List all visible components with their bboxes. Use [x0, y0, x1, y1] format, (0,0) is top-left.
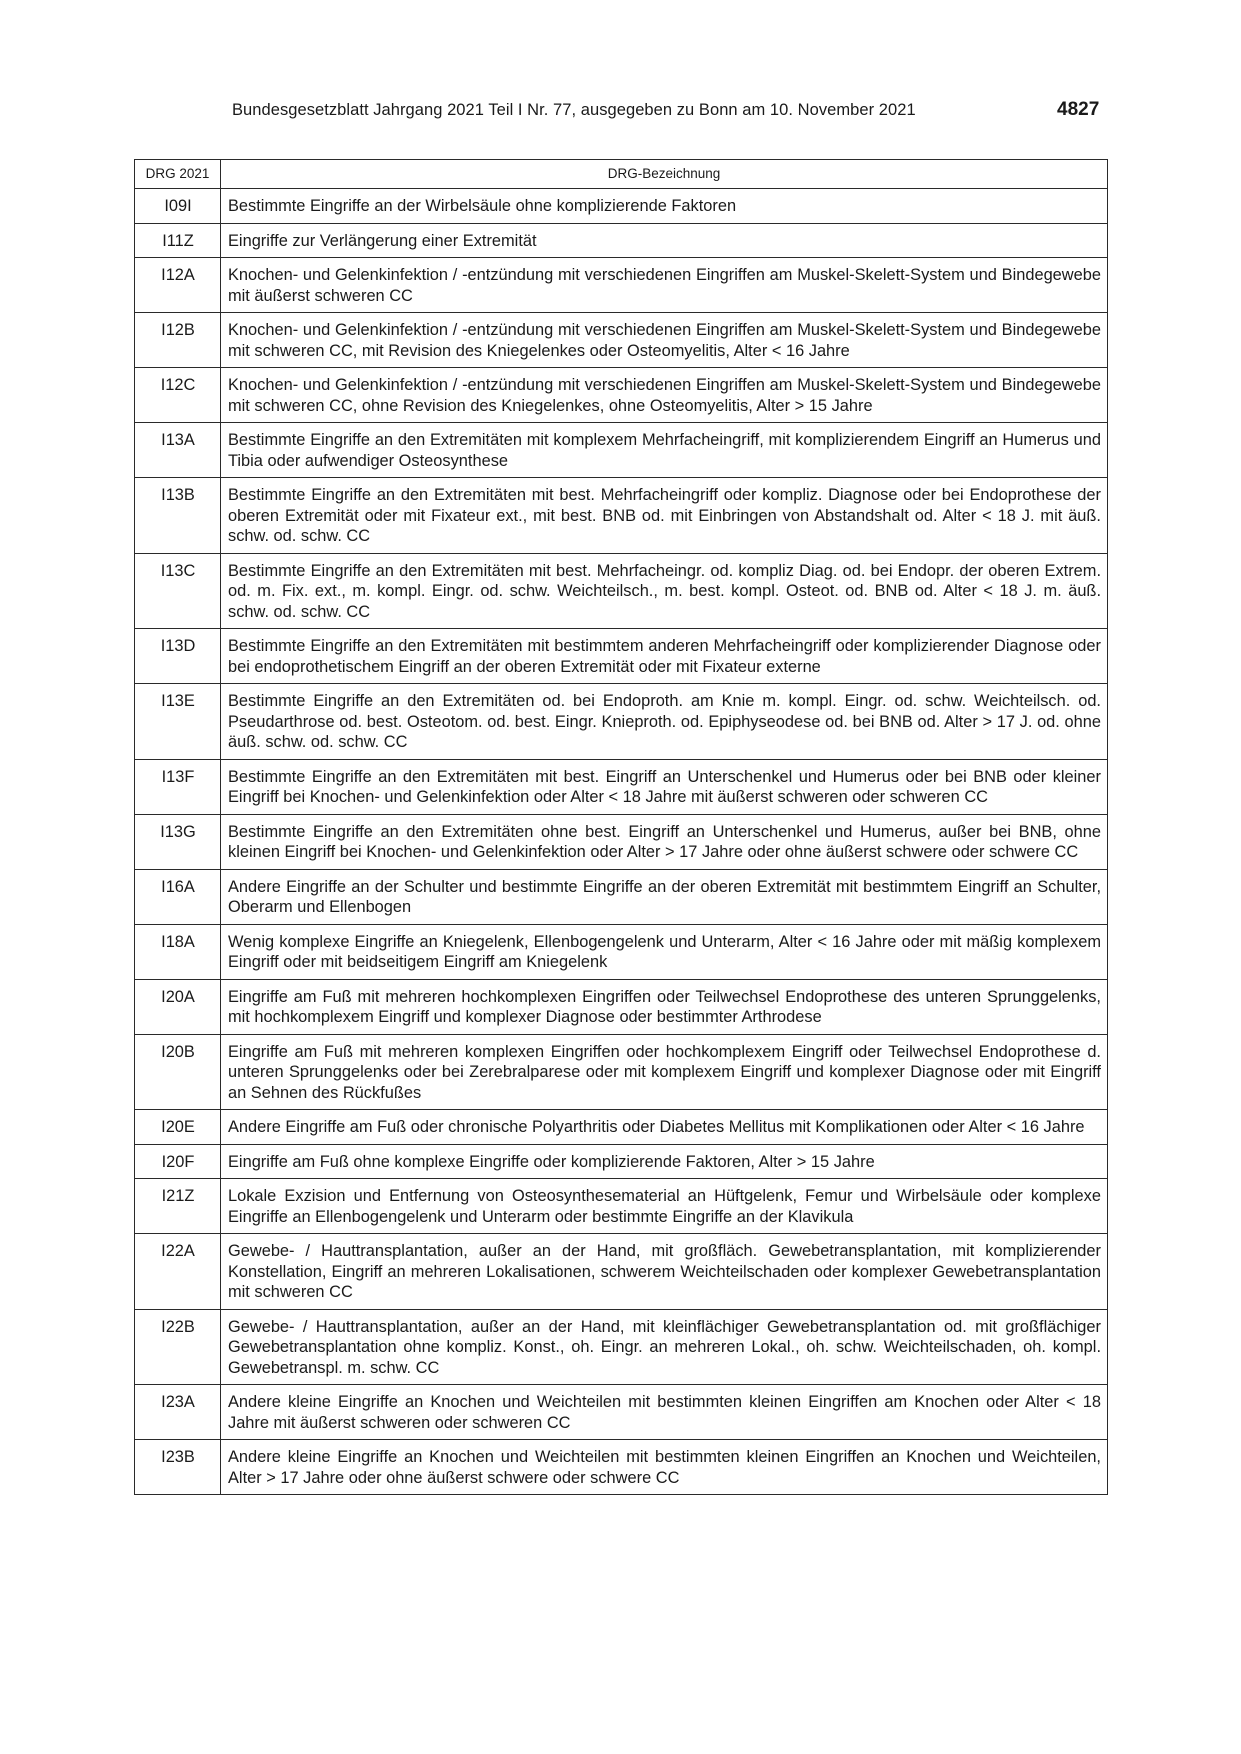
drg-code-cell: I22A: [135, 1234, 221, 1310]
table-row: [135, 924, 1108, 979]
table-row: [135, 814, 1108, 869]
drg-code-cell: I20A: [135, 979, 221, 1034]
drg-description-cell: Andere Eingriffe an der Schulter und bestimmte Eingriffe an der oberen Extremität mit bestimmtem Eingriff an Schulter, Oberarm und Ellenbogen: [221, 869, 1108, 924]
table-row: [135, 1179, 1108, 1234]
drg-description-cell: Bestimmte Eingriffe an den Extremitäten od. bei Endoproth. am Knie m. kompl. Eingr. od. schw. Weichteilsch. od. Pseudarthrose od. best. Osteotom. od. best. Eingr. Knieproth. od. Epiphyseodese od. bei BNB od. Alter > 17 J. od. ohne äuß. schw. od. schw. CC: [221, 684, 1108, 760]
drg-table-body: [135, 189, 1108, 1495]
drg-code-cell: I20F: [135, 1144, 221, 1179]
drg-description-cell: Wenig komplexe Eingriffe an Kniegelenk, Ellenbogengelenk und Unterarm, Alter < 16 Jahre oder mit mäßig komplexem Eingriff oder mit beidseitigem Eingriff am Kniegelenk: [221, 924, 1108, 979]
table-row: [135, 313, 1108, 368]
table-row: [135, 869, 1108, 924]
drg-description-cell: Knochen- und Gelenkinfektion / -entzündung mit verschiedenen Eingriffen am Muskel-Skelett-System und Bindegewebe mit schweren CC, ohne Revision des Kniegelenkes, ohne Osteomyelitis, Alter > 15 Jahre: [221, 368, 1108, 423]
drg-description-cell: Gewebe- / Hauttransplantation, außer an der Hand, mit kleinflächiger Gewebetransplantation od. mit großflächiger Gewebetransplantation ohne kompliz. Konst., oh. Eingr. an mehreren Lokal., oh. schw. Weichteilschaden, oh. kompl. Gewebetranspl. m. schw. CC: [221, 1309, 1108, 1385]
drg-description-cell: Bestimmte Eingriffe an den Extremitäten mit bestimmtem anderen Mehrfacheingriff oder komplizierender Diagnose oder bei endoprothetischem Eingriff an der oberen Extremität oder mit Fixateur externe: [221, 629, 1108, 684]
drg-code-cell: I13D: [135, 629, 221, 684]
drg-code-cell: I23B: [135, 1440, 221, 1495]
drg-code-cell: I11Z: [135, 223, 221, 258]
table-row: [135, 1440, 1108, 1495]
table-header-row: [135, 160, 1108, 189]
drg-description-cell: Bestimmte Eingriffe an den Extremitäten mit best. Mehrfacheingriff oder kompliz. Diagnose oder bei Endoprothese der oberen Extremität oder mit Fixateur ext., mit best. BNB od. mit Einbringen von Abstandshalt od. Alter < 18 J. mit äuß. schw. od. schw. CC: [221, 478, 1108, 554]
drg-code-cell: I21Z: [135, 1179, 221, 1234]
table-row: [135, 684, 1108, 760]
drg-description-cell: Bestimmte Eingriffe an der Wirbelsäule ohne komplizierende Faktoren: [221, 189, 1108, 224]
drg-code-cell: I13A: [135, 423, 221, 478]
table-row: [135, 759, 1108, 814]
drg-code-cell: I22B: [135, 1309, 221, 1385]
table-row: [135, 258, 1108, 313]
drg-description-cell: Bestimmte Eingriffe an den Extremitäten ohne best. Eingriff an Unterschenkel und Humerus, außer bei BNB, ohne kleinen Eingriff bei Knochen- und Gelenkinfektion oder Alter > 17 Jahre oder ohne äußerst schwere oder schwere CC: [221, 814, 1108, 869]
drg-code-cell: I16A: [135, 869, 221, 924]
running-header: Bundesgesetzblatt Jahrgang 2021 Teil I Nr. 77, ausgegeben zu Bonn am 10. November 2021: [232, 101, 916, 119]
drg-code-cell: I23A: [135, 1385, 221, 1440]
drg-code-cell: I13F: [135, 759, 221, 814]
drg-description-cell: Gewebe- / Hauttransplantation, außer an der Hand, mit großfläch. Gewebetransplantation, mit komplizierender Konstellation, Eingriff an mehreren Lokalisationen, schwerem Weichteilschaden oder komplexer Gewebetransplantation mit schweren CC: [221, 1234, 1108, 1310]
drg-description-cell: Andere kleine Eingriffe an Knochen und Weichteilen mit bestimmten kleinen Eingriffen an Knochen und Weichteilen, Alter > 17 Jahre oder ohne äußerst schwere oder schwere CC: [221, 1440, 1108, 1495]
table-row: [135, 1110, 1108, 1145]
table-row: [135, 189, 1108, 224]
table-row: [135, 629, 1108, 684]
drg-code-cell: I18A: [135, 924, 221, 979]
table-row: [135, 478, 1108, 554]
drg-code-cell: I12A: [135, 258, 221, 313]
drg-description-cell: Andere Eingriffe am Fuß oder chronische Polyarthritis oder Diabetes Mellitus mit Komplikationen oder Alter < 16 Jahre: [221, 1110, 1108, 1145]
drg-description-cell: Knochen- und Gelenkinfektion / -entzündung mit verschiedenen Eingriffen am Muskel-Skelett-System und Bindegewebe mit äußerst schweren CC: [221, 258, 1108, 313]
table-row: [135, 553, 1108, 629]
drg-code-cell: I09I: [135, 189, 221, 224]
drg-description-cell: Eingriffe am Fuß mit mehreren komplexen Eingriffen oder hochkomplexem Eingriff oder Teilwechsel Endoprothese d. unteren Sprunggelenks oder bei Zerebralparese oder mit komplexem Eingriff und komplexer Diagnose oder mit Eingriff an Sehnen des Rückfußes: [221, 1034, 1108, 1110]
drg-description-cell: Bestimmte Eingriffe an den Extremitäten mit komplexem Mehrfacheingriff, mit komplizierendem Eingriff an Humerus und Tibia oder aufwendiger Osteosynthese: [221, 423, 1108, 478]
table-row: [135, 223, 1108, 258]
drg-description-cell: Knochen- und Gelenkinfektion / -entzündung mit verschiedenen Eingriffen am Muskel-Skelett-System und Bindegewebe mit schweren CC, mit Revision des Kniegelenkes oder Osteomyelitis, Alter < 16 Jahre: [221, 313, 1108, 368]
drg-description-cell: Eingriffe am Fuß ohne komplexe Eingriffe oder komplizierende Faktoren, Alter > 15 Jahre: [221, 1144, 1108, 1179]
column-header-code: DRG 2021: [135, 160, 221, 189]
table-row: [135, 979, 1108, 1034]
table-row: [135, 368, 1108, 423]
drg-description-cell: Andere kleine Eingriffe an Knochen und Weichteilen mit bestimmten kleinen Eingriffen am Knochen oder Alter < 18 Jahre mit äußerst schweren oder schweren CC: [221, 1385, 1108, 1440]
drg-code-cell: I13G: [135, 814, 221, 869]
drg-code-cell: I20B: [135, 1034, 221, 1110]
table-row: [135, 1234, 1108, 1310]
page-number: 4827: [1057, 99, 1100, 120]
drg-description-cell: Bestimmte Eingriffe an den Extremitäten mit best. Mehrfacheingr. od. kompliz Diag. od. bei Endopr. der oberen Extrem. od. m. Fix. ext., m. kompl. Eingr. od. schw. Weichteilsch., m. best. kompl. Osteot. od. BNB od. Alter < 18 J. m. äuß. schw. od. schw. CC: [221, 553, 1108, 629]
drg-code-cell: I13B: [135, 478, 221, 554]
drg-code-cell: I12B: [135, 313, 221, 368]
table-row: [135, 1385, 1108, 1440]
table-row: [135, 1144, 1108, 1179]
drg-code-cell: I13C: [135, 553, 221, 629]
drg-description-cell: Bestimmte Eingriffe an den Extremitäten mit best. Eingriff an Unterschenkel und Humerus oder bei BNB oder kleiner Eingriff bei Knochen- und Gelenkinfektion oder Alter < 18 Jahre mit äußerst schweren oder schweren CC: [221, 759, 1108, 814]
column-header-description: DRG-Bezeichnung: [221, 160, 1108, 189]
drg-code-cell: I12C: [135, 368, 221, 423]
drg-description-cell: Lokale Exzision und Entfernung von Osteosynthesematerial an Hüftgelenk, Femur und Wirbelsäule oder komplexe Eingriffe an Ellenbogengelenk und Unterarm oder bestimmte Eingriffe an der Klavikula: [221, 1179, 1108, 1234]
table-row: [135, 1034, 1108, 1110]
drg-description-cell: Eingriffe am Fuß mit mehreren hochkomplexen Eingriffen oder Teilwechsel Endoprothese des unteren Sprunggelenks, mit hochkomplexem Eingriff und komplexer Diagnose oder bestimmter Arthrodese: [221, 979, 1108, 1034]
drg-code-cell: I13E: [135, 684, 221, 760]
table-row: [135, 423, 1108, 478]
drg-code-cell: I20E: [135, 1110, 221, 1145]
table-row: [135, 1309, 1108, 1385]
drg-table: [134, 159, 1108, 1495]
drg-description-cell: Eingriffe zur Verlängerung einer Extremität: [221, 223, 1108, 258]
